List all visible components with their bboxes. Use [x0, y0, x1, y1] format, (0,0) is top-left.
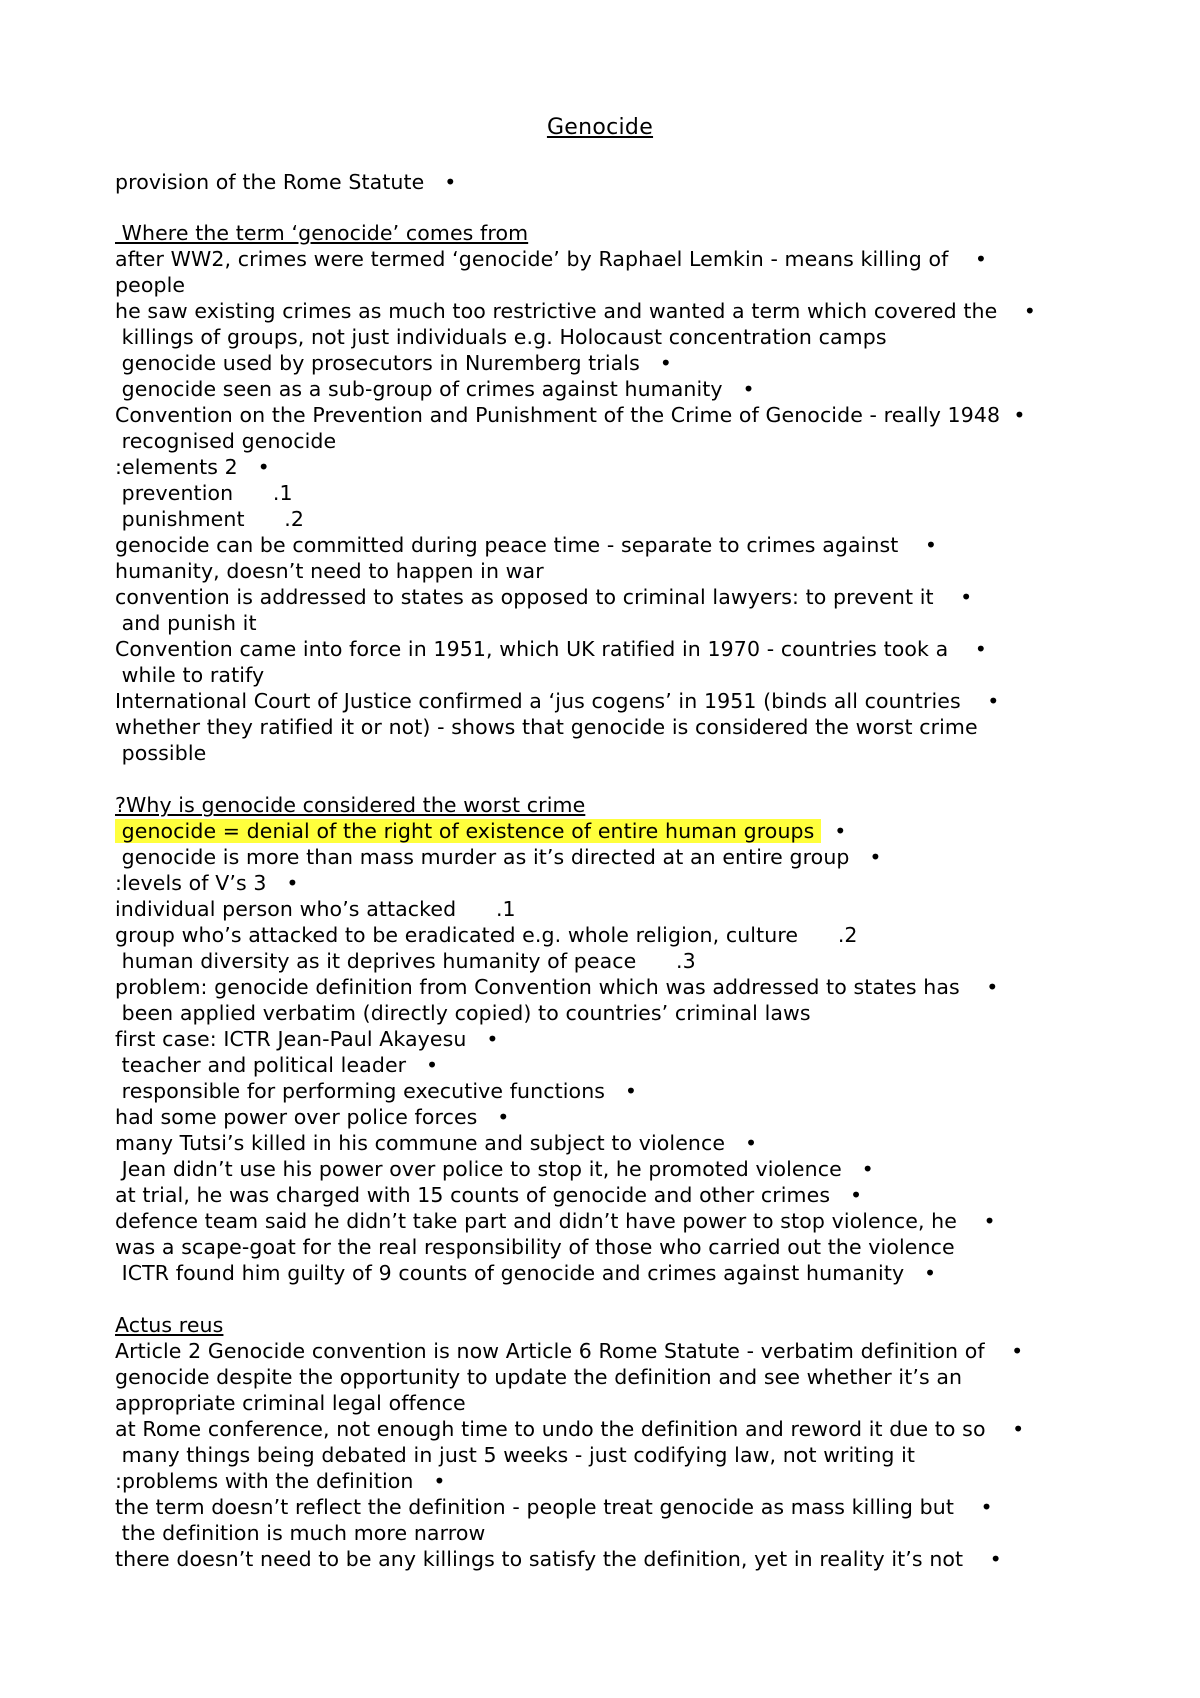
text-line: genocide used by prosecutors in Nuremberg trials • [115, 351, 672, 375]
text-line: the term doesn’t reflect the definition - people treat genocide as mass killing but • [115, 1495, 993, 1519]
text-line: punishment .2 [115, 507, 305, 531]
text-line: been applied verbatim (directly copied) to countries’ criminal laws [115, 1001, 811, 1025]
text-line: genocide can be committed during peace time - separate to crimes against • [115, 533, 938, 557]
text-line: humanity, doesn’t need to happen in war [115, 559, 544, 583]
text-line: many Tutsi’s killed in his commune and subject to violence • [115, 1131, 758, 1155]
highlighted-line [115, 818, 846, 844]
text-line: was a scape-goat for the real responsibility of those who carried out the violence [115, 1235, 955, 1259]
text-line: Article 2 Genocide convention is now Article 6 Rome Statute - verbatim definition of • [115, 1339, 1024, 1363]
section-heading: Where the term ‘genocide’ comes from [115, 221, 529, 245]
text-line: :levels of V’s 3 • [115, 871, 299, 895]
text-line: he saw existing crimes as much too restrictive and wanted a term which covered the • [115, 299, 1036, 323]
text-line: individual person who’s attacked .1 [115, 897, 516, 921]
text-line: convention is addressed to states as opposed to criminal lawyers: to prevent it • [115, 585, 973, 609]
text-line: at trial, he was charged with 15 counts of genocide and other crimes • [115, 1183, 863, 1207]
text-line: at Rome conference, not enough time to undo the definition and reword it due to so • [115, 1417, 1025, 1441]
text-line: defence team said he didn’t take part and didn’t have power to stop violence, he • [115, 1209, 996, 1233]
text-line: genocide is more than mass murder as it’s directed at an entire group • [115, 845, 882, 869]
text-line: killings of groups, not just individuals e.g. Holocaust concentration camps [115, 325, 887, 349]
text-line: recognised genocide [115, 429, 337, 453]
text-line: :elements 2 • [115, 455, 270, 479]
text-line: and punish it [115, 611, 257, 635]
text-line: genocide seen as a sub-group of crimes against humanity • [115, 377, 755, 401]
text-line: possible [115, 741, 207, 765]
text-line: provision of the Rome Statute • [115, 170, 457, 194]
text-line: the definition is much more narrow [115, 1521, 486, 1545]
text-line: had some power over police forces • [115, 1105, 510, 1129]
text-line: genocide despite the opportunity to update the definition and see whether it’s an [115, 1365, 963, 1389]
text-line: :problems with the definition • [115, 1469, 446, 1493]
text-line: ICTR found him guilty of 9 counts of genocide and crimes against humanity • [115, 1261, 937, 1285]
text-line: whether they ratified it or not) - shows that genocide is considered the worst crime [115, 715, 978, 739]
text-line: International Court of Justice confirmed a ‘jus cogens’ in 1951 (binds all countries • [115, 689, 1000, 713]
text-line: teacher and political leader • [115, 1053, 439, 1077]
section-heading: Actus reus [115, 1313, 224, 1337]
text-line: responsible for performing executive functions • [115, 1079, 638, 1103]
text-line: Jean didn’t use his power over police to stop it, he promoted violence • [115, 1157, 874, 1181]
text-line: Convention came into force in 1951, which UK ratified in 1970 - countries took a • [115, 637, 987, 661]
text-line: people [115, 273, 186, 297]
text-line: human diversity as it deprives humanity of peace .3 [115, 949, 696, 973]
section-heading: ?Why is genocide considered the worst crime [115, 793, 586, 817]
text-line: while to ratify [115, 663, 265, 687]
text-line: appropriate criminal legal offence [115, 1391, 466, 1415]
highlighted-text: genocide = denial of the right of existence of entire human groups [115, 819, 822, 843]
text-line: prevention .1 [115, 481, 293, 505]
document-title: Genocide [546, 115, 654, 140]
text-line: there doesn’t need to be any killings to satisfy the definition, yet in reality it’s not • [115, 1547, 1002, 1571]
text-line: first case: ICTR Jean-Paul Akayesu • [115, 1027, 499, 1051]
text-line: group who’s attacked to be eradicated e.g. whole religion, culture .2 [115, 923, 858, 947]
text-line: many things being debated in just 5 weeks - just codifying law, not writing it [115, 1443, 916, 1467]
text-line: Convention on the Prevention and Punishment of the Crime of Genocide - really 1948 • [115, 403, 1026, 427]
text-line: problem: genocide definition from Convention which was addressed to states has • [115, 975, 999, 999]
text-line: after WW2, crimes were termed ‘genocide’ by Raphael Lemkin - means killing of • [115, 247, 988, 271]
bullet: • [821, 819, 847, 843]
